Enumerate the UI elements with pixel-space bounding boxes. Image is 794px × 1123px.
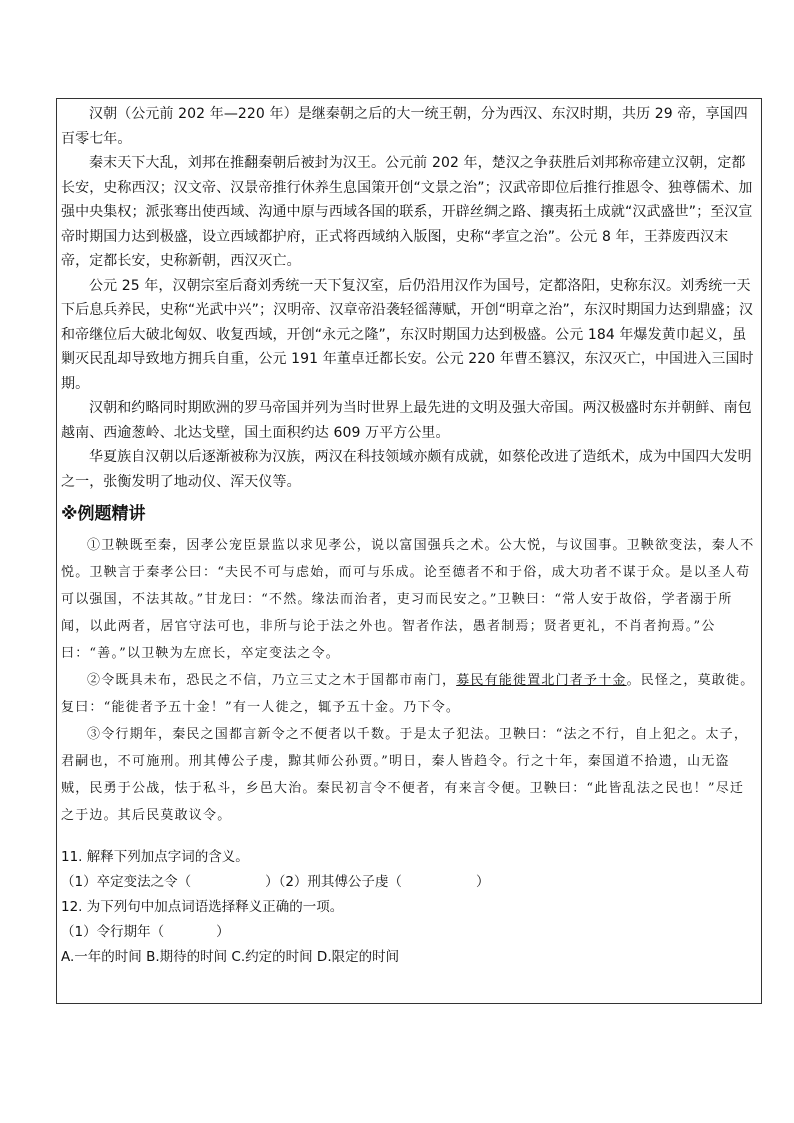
q12-item-1-end: ）	[216, 924, 230, 940]
section-title: ※例题精讲	[61, 504, 146, 524]
underlined-sentence: 募民有能徙置北门者予十金	[456, 673, 627, 688]
classical-p2-before: ②令既具未布，恐民之不信，乃立三丈之木于国都市南门，	[87, 673, 457, 688]
classical-paragraph-2	[61, 667, 755, 721]
q11-item-1: （1）卒定变法之令（	[61, 874, 192, 890]
question-11-items	[61, 870, 755, 895]
intro-paragraph-2: 秦末天下大乱，刘邦在推翻秦朝后被封为汉王。公元前 202 年，楚汉之争获胜后刘邦称帝建立汉朝，定都长安，史称西汉；汉文帝、汉景帝推行休养生息国策开创“文景之治”；汉武帝即位后推行推恩令、独尊儒术、加强中央集权；派张骞出使西域、沟通中原与西域各国的联系，开辟丝绸之路、攘夷拓土成就“汉武盛世”；至汉宣帝时期国力达到极盛，设立西域都护府，正式将西域纳入版图，史称“孝宣之治”。公元 8 年，王莽废西汉末帝，定都长安，史称新朝，西汉灭亡。	[61, 155, 753, 269]
classical-p2-after: 。民怪之，莫敢徙。复曰：“能徙者予五十金！”有一人徙之，辄予五十金。乃下令。	[61, 673, 755, 715]
question-12-options: A.一年的时间 B.期待的时间 C.约定的时间 D.限定的时间	[61, 949, 400, 965]
q12-item-1: （1）令行期年（	[61, 924, 165, 940]
classical-paragraph-3: ③令行期年，秦民之国都言新令之不便者以千数。于是太子犯法。卫鞅曰：“法之不行，自上犯之。太子，君嗣也，不可施刑。刑其傅公子虔，黥其师公孙贾。”明日，秦人皆趋令。行之十年，秦国道不拾遗，山无盗贼，民勇于公战，怯于私斗，乡邑大治。秦民初言令不便者，有来言令便。卫鞅曰：“此皆乱法之民也！”尽迁之于边。其后民莫敢议令。	[61, 727, 749, 823]
q11-item-2: ）（2）刑其傅公子虔（	[265, 874, 402, 890]
intro-paragraph-5: 华夏族自汉朝以后逐渐被称为汉族，两汉在科技领域亦颇有成就，如蔡伦改进了造纸术，成为中国四大发明之一，张衡发明了地动仪、浑天仪等。	[61, 449, 752, 490]
question-12: 12. 为下列句中加点词语选择释义正确的一项。	[61, 899, 344, 915]
intro-paragraph-4: 汉朝和约略同时期欧洲的罗马帝国并列为当时世界上最先进的文明及强大帝国。两汉极盛时东并朝鲜、南包越南、西逾葱岭、北达戈壁，国土面积约达 609 万平方公里。	[61, 400, 752, 441]
content-frame	[56, 98, 762, 1004]
spacer	[61, 829, 755, 845]
intro-paragraph-3: 公元 25 年，汉朝宗室后裔刘秀统一天下复汉室，后仍沿用汉作为国号，定都洛阳，史称东汉。刘秀统一天下后息兵养民，史称“光武中兴”；汉明帝、汉章帝沿袭轻徭薄赋，开创“明章之治”，东汉时期国力达到鼎盛；汉和帝继位后大破北匈奴、收复西域，开创“永元之隆”，东汉时期国力达到极盛。公元 184 年爆发黄巾起义，虽剿灭民乱却导致地方拥兵自重，公元 191 年董卓迁都长安。公元 220 年曹丕篡汉，东汉灭亡，中国进入三国时期。	[61, 277, 754, 392]
q11-item-end: ）	[475, 874, 490, 890]
classical-paragraph-1: ①卫鞅既至秦，因孝公宠臣景监以求见孝公，说以富国强兵之术。公大悦，与议国事。卫鞅欲变法，秦人不悦。卫鞅言于秦孝公曰：“夫民不可与虑始，而可与乐成。论至德者不和于俗，成大功者不谋于众。是以圣人苟可以强国，不法其故。”甘龙曰：“不然。缘法而治者，吏习而民安之。”卫鞅曰：“常人安于故俗，学者溺于所闻，以此两者，居官守法可也，非所与论于法之外也。智者作法，愚者制焉；贤者更礼，不肖者拘焉。”公曰：“善。”以卫鞅为左庶长，卒定变法之令。	[61, 538, 755, 661]
question-12-item-1	[61, 920, 755, 945]
question-11: 11. 解释下列加点字词的含义。	[61, 849, 249, 865]
content-body	[61, 102, 755, 970]
intro-paragraph-1: 汉朝（公元前 202 年—220 年）是继秦朝之后的大一统王朝，分为西汉、东汉时期，共历 29 帝，享国四百零七年。	[61, 106, 748, 147]
